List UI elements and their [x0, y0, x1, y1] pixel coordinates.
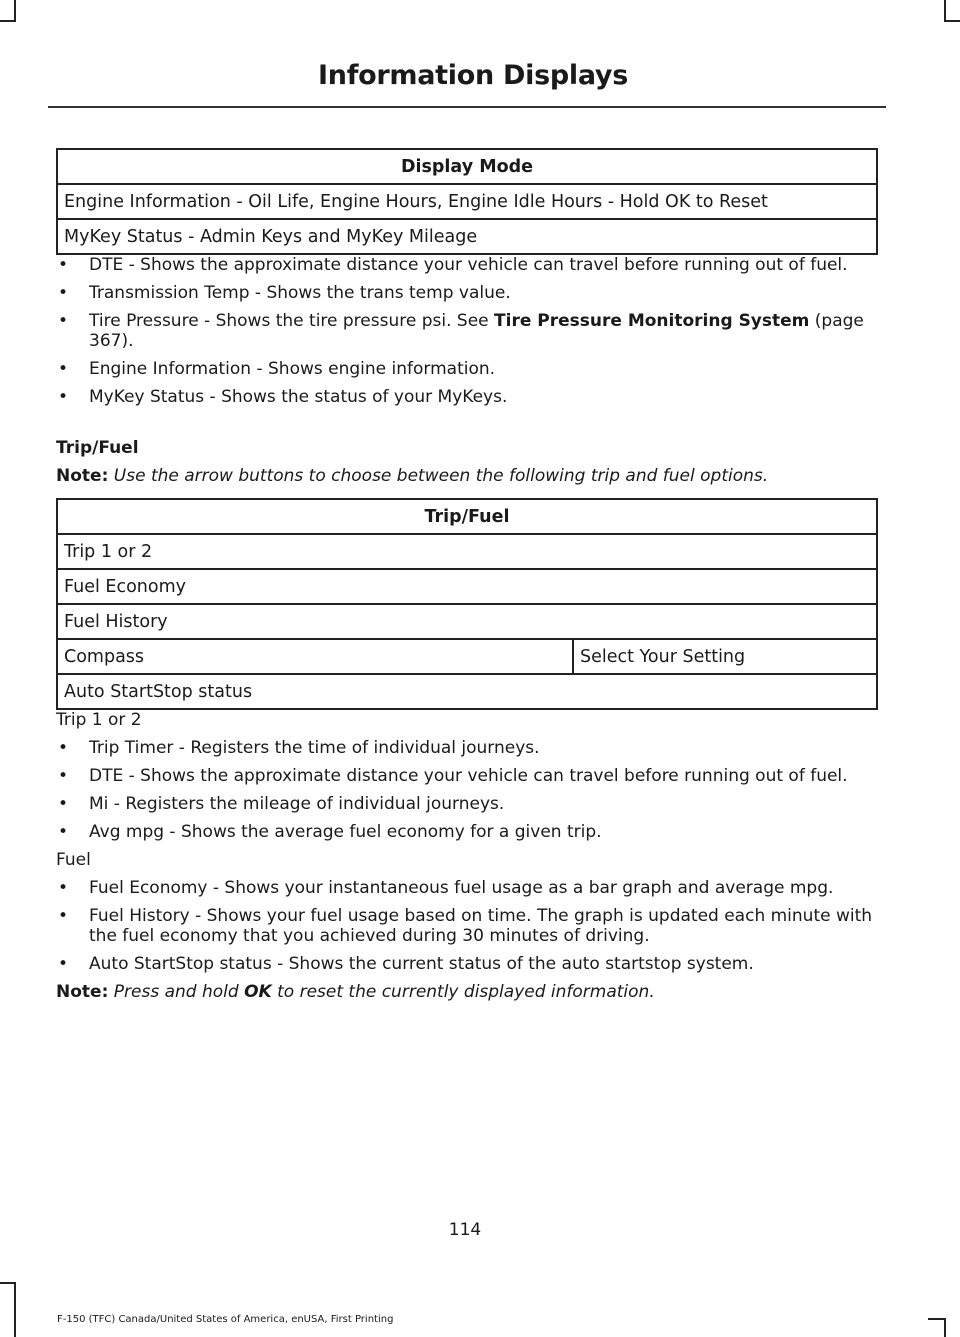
ok-button-label: OK: [244, 982, 272, 1002]
table-row: [57, 674, 877, 709]
note-label: Note:: [56, 982, 109, 1002]
publication-footer: F-150 (TFC) Canada/United States of America, enUSA, First Printing: [57, 1314, 394, 1325]
list-item-text: Fuel Economy - Shows your instantaneous fuel usage as a bar graph and average mpg.: [89, 878, 834, 898]
table-row: [57, 149, 877, 184]
table-cell: Select Your Setting: [573, 639, 877, 674]
table-row: [57, 639, 877, 674]
list-item: [56, 359, 880, 379]
table-cell: Compass: [57, 639, 573, 674]
note-text-part: to reset the currently displayed information.: [271, 982, 655, 1002]
list-item: [56, 311, 880, 351]
list-item: [56, 387, 880, 407]
list-item: [56, 738, 880, 758]
list-item: [56, 954, 880, 974]
note-label: Note:: [56, 466, 109, 486]
table-row: [57, 219, 877, 254]
note: [56, 466, 880, 486]
table-cell: MyKey Status - Admin Keys and MyKey Mileage: [57, 219, 877, 254]
fuel-label: Fuel: [56, 850, 91, 870]
table-cell: Fuel History: [57, 604, 877, 639]
table-row: [57, 569, 877, 604]
list-item-text: Transmission Temp - Shows the trans temp value.: [89, 283, 511, 303]
page-number: 114: [448, 1220, 482, 1240]
table-cell: Fuel Economy: [57, 569, 877, 604]
list-item-text: MyKey Status - Shows the status of your MyKeys.: [89, 387, 508, 407]
table-row: [57, 534, 877, 569]
list-item-text: DTE - Shows the approximate distance your vehicle can travel before running out of fuel.: [89, 766, 848, 786]
trip-fuel-table: [56, 498, 878, 710]
crop-mark: [928, 1318, 944, 1320]
cross-reference-link[interactable]: Tire Pressure Monitoring System: [494, 311, 810, 331]
list-item: [56, 878, 880, 898]
display-mode-table: [56, 148, 878, 255]
table-row: [57, 499, 877, 534]
list-item-text: DTE - Shows the approximate distance your vehicle can travel before running out of fuel.: [89, 255, 848, 275]
list-item: [56, 906, 880, 946]
crop-mark: [944, 1318, 946, 1337]
list-item-text: Trip Timer - Registers the time of individual journeys.: [89, 738, 540, 758]
list-item-text: Mi - Registers the mileage of individual journeys.: [89, 794, 505, 814]
table-cell: Engine Information - Oil Life, Engine Hours, Engine Idle Hours - Hold OK to Reset: [57, 184, 877, 219]
note-text: [108, 982, 654, 1002]
list-item-text: Auto StartStop status - Shows the current status of the auto startstop system.: [89, 954, 754, 974]
list-item: [56, 794, 880, 814]
section-heading: Trip/Fuel: [56, 438, 139, 458]
header-rule: [48, 106, 886, 108]
table-cell: Auto StartStop status: [57, 674, 877, 709]
fuel-bullets: [56, 878, 880, 974]
crop-mark: [0, 20, 16, 22]
table-header: Trip/Fuel: [57, 499, 877, 534]
list-item: [56, 822, 880, 842]
list-item: [56, 283, 880, 303]
crop-mark: [14, 1282, 16, 1337]
table-cell: Trip 1 or 2: [57, 534, 877, 569]
trip-label: Trip 1 or 2: [56, 710, 142, 730]
crop-mark: [944, 20, 960, 22]
final-note: [56, 982, 880, 1002]
list-item: [56, 255, 880, 275]
crop-mark: [0, 1282, 16, 1284]
note-text: Use the arrow buttons to choose between the following trip and fuel options.: [108, 466, 769, 486]
page-content: [56, 148, 880, 1014]
list-item-text: Avg mpg - Shows the average fuel economy for a given trip.: [89, 822, 602, 842]
crop-mark: [944, 0, 946, 22]
note-text-part: Press and hold: [108, 982, 245, 1002]
table-row: [57, 604, 877, 639]
table-header: Display Mode: [57, 149, 877, 184]
list-item-text: Tire Pressure - Shows the tire pressure psi. See: [89, 311, 495, 331]
page-reference: (page 367).: [89, 311, 864, 351]
list-item: [56, 766, 880, 786]
display-mode-bullets: [56, 255, 880, 407]
crop-mark: [14, 0, 16, 22]
page-title: Information Displays: [318, 60, 628, 91]
list-item-text: Fuel History - Shows your fuel usage based on time. The graph is updated each minute with the fuel economy that you achieved during 30 minutes of driving.: [89, 906, 873, 946]
trip-bullets: [56, 738, 880, 842]
list-item-text: Engine Information - Shows engine information.: [89, 359, 496, 379]
table-row: [57, 184, 877, 219]
